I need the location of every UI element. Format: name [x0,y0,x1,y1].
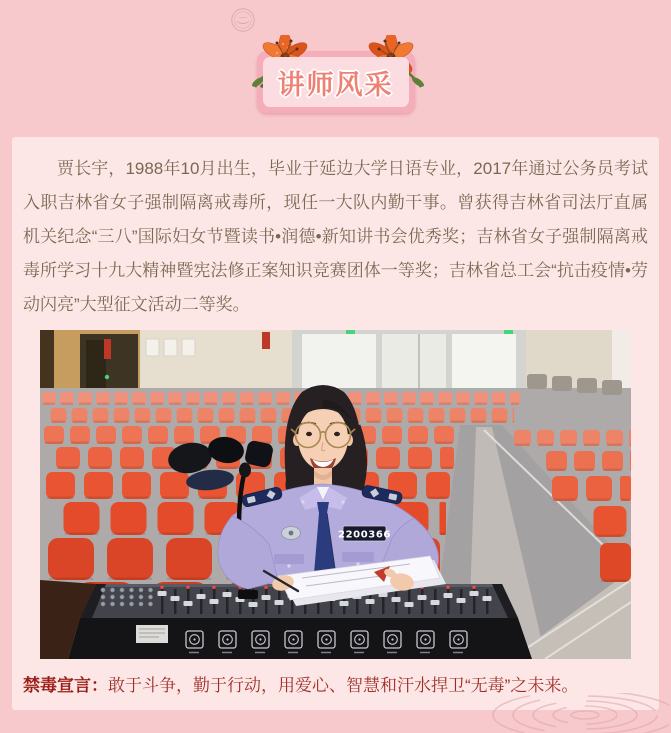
declaration-colon: ： [91,676,108,695]
header-badge [257,51,415,113]
declaration-label: 禁毒宣言 [23,676,91,695]
auditorium-scene [40,330,631,659]
badge-frame [263,57,409,107]
declaration-text: 敢于斗争，勤于行动，用爱心、智慧和汗水捍卫“无毒”之未来。 [108,676,579,695]
uniform-number-plate [338,526,391,541]
content-card [12,137,659,710]
watermark-seal-icon [229,6,257,34]
water-ripple-decoration [491,693,669,733]
wall-posters [146,339,195,356]
lecturer-photo [40,330,631,659]
uniform-badge-number: 2200366 [338,529,391,541]
bio-paragraph: 贾长宇，1988年10月出生，毕业于延边大学日语专业，2017年通过公务员考试入职吉林省女子强制隔离戒毒所，现任一大队内勤干事。曾获得吉林省司法厅直属机关纪念“三八”国际妇女节暨读书•润德•新知讲书会优秀奖；吉林省女子强制隔离戒毒所学习十九大精神暨宪法修正案知识竞赛团体一等奖；吉林省总工会“抗击疫情•劳动闪亮”大型征文活动二等奖。 [23,159,648,314]
badge-title: 讲师风采 [277,69,394,100]
